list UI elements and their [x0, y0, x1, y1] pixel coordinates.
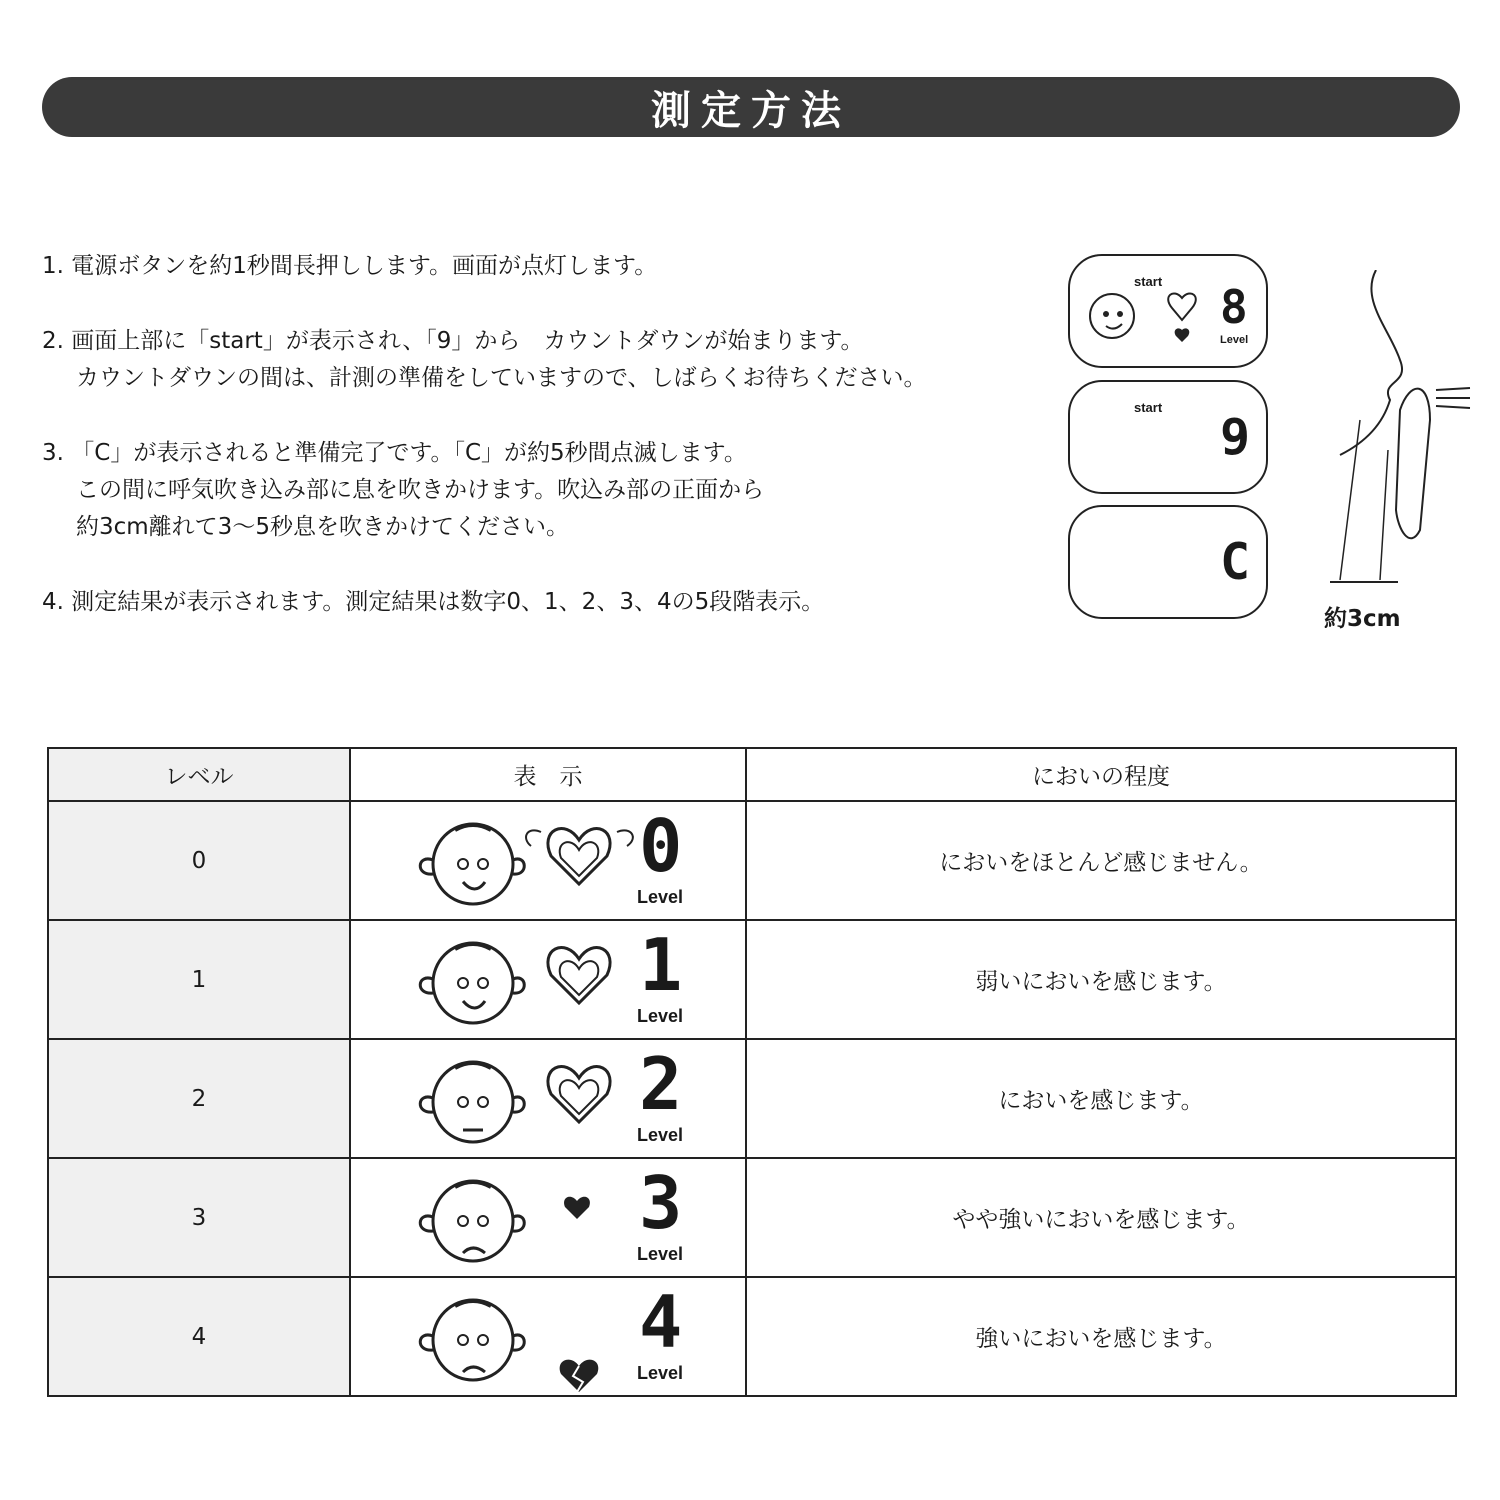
level-value: 2 — [48, 1039, 350, 1158]
display-cell — [350, 920, 746, 1039]
level-label: Level — [637, 1244, 684, 1264]
level-digit: 4 — [639, 1280, 683, 1364]
display-cell — [350, 1277, 746, 1396]
lcd-screen-ready — [1068, 505, 1268, 619]
odor-description: 弱いにおいを感じます。 — [746, 920, 1456, 1039]
level-digit: 2 — [639, 1042, 683, 1126]
table-row — [48, 920, 1456, 1039]
step-line: 約3cm離れて3〜5秒息を吹きかけてください。 — [76, 514, 569, 540]
level-value: 3 — [48, 1158, 350, 1277]
table-row — [48, 1039, 1456, 1158]
lcd-level-label: Level — [1220, 334, 1249, 346]
step-line: 2. 画面上部に「start」が表示され、「9」から カウントダウンが始まります。 — [42, 328, 864, 354]
odor-description: やや強いにおいを感じます。 — [746, 1158, 1456, 1277]
odor-description: においをほとんど感じません。 — [746, 801, 1456, 920]
display-cell — [350, 801, 746, 920]
face-heart-icon — [351, 921, 745, 1038]
level-digit: 3 — [639, 1161, 683, 1245]
page-title: 測定方法 — [651, 87, 851, 134]
level-value: 0 — [48, 801, 350, 920]
face-heart-icon — [351, 1040, 745, 1157]
level-label: Level — [637, 1006, 684, 1026]
level-label: Level — [637, 1125, 684, 1145]
level-label: Level — [637, 887, 684, 907]
step-line: この間に呼気吹き込み部に息を吹きかけます。吹込み部の正面から — [76, 477, 765, 503]
header-level: レベル — [48, 748, 350, 801]
step-line: 1. 電源ボタンを約1秒間長押しします。画面が点灯します。 — [42, 253, 658, 279]
lcd-digit: C — [1220, 533, 1251, 591]
step-line: カウントダウンの間は、計測の準備をしていますので、しばらくお待ちください。 — [76, 365, 927, 391]
header-odor: においの程度 — [746, 748, 1456, 801]
face-heart-icon — [351, 1159, 745, 1276]
lcd-start-label: start — [1134, 400, 1163, 415]
lcd-digit: 9 — [1220, 408, 1251, 466]
step-1 — [42, 248, 1032, 285]
odor-description: においを感じます。 — [746, 1039, 1456, 1158]
table-row — [48, 1158, 1456, 1277]
step-3 — [42, 435, 1032, 546]
level-value: 1 — [48, 920, 350, 1039]
level-digit: 0 — [639, 804, 683, 888]
lcd-start-label: start — [1134, 274, 1163, 289]
level-table — [47, 747, 1457, 1397]
instruction-steps — [42, 248, 1032, 659]
title-bar — [42, 77, 1460, 137]
level-digit: 1 — [639, 923, 683, 1007]
step-4 — [42, 584, 1032, 621]
face-heart-icon — [351, 1278, 745, 1395]
face-heart-icon — [351, 802, 745, 919]
table-header-row — [48, 748, 1456, 801]
table-row — [48, 801, 1456, 920]
header-display: 表 示 — [350, 748, 746, 801]
breath-illustration — [1320, 270, 1480, 600]
distance-label: 約3cm — [1324, 606, 1401, 632]
display-cell — [350, 1158, 746, 1277]
table-row — [48, 1277, 1456, 1396]
lcd-screen-countdown — [1068, 380, 1268, 494]
odor-description: 強いにおいを感じます。 — [746, 1277, 1456, 1396]
step-line: 3. 「C」が表示されると準備完了です。「C」が約5秒間点滅します。 — [42, 440, 747, 466]
step-line: 4. 測定結果が表示されます。測定結果は数字0、1、2、3、4の5段階表示。 — [42, 589, 825, 615]
level-label: Level — [637, 1363, 684, 1383]
step-2 — [42, 323, 1032, 397]
lcd-digit: 8 — [1220, 280, 1248, 334]
level-value: 4 — [48, 1277, 350, 1396]
lcd-screen-start — [1068, 254, 1268, 368]
display-cell — [350, 1039, 746, 1158]
